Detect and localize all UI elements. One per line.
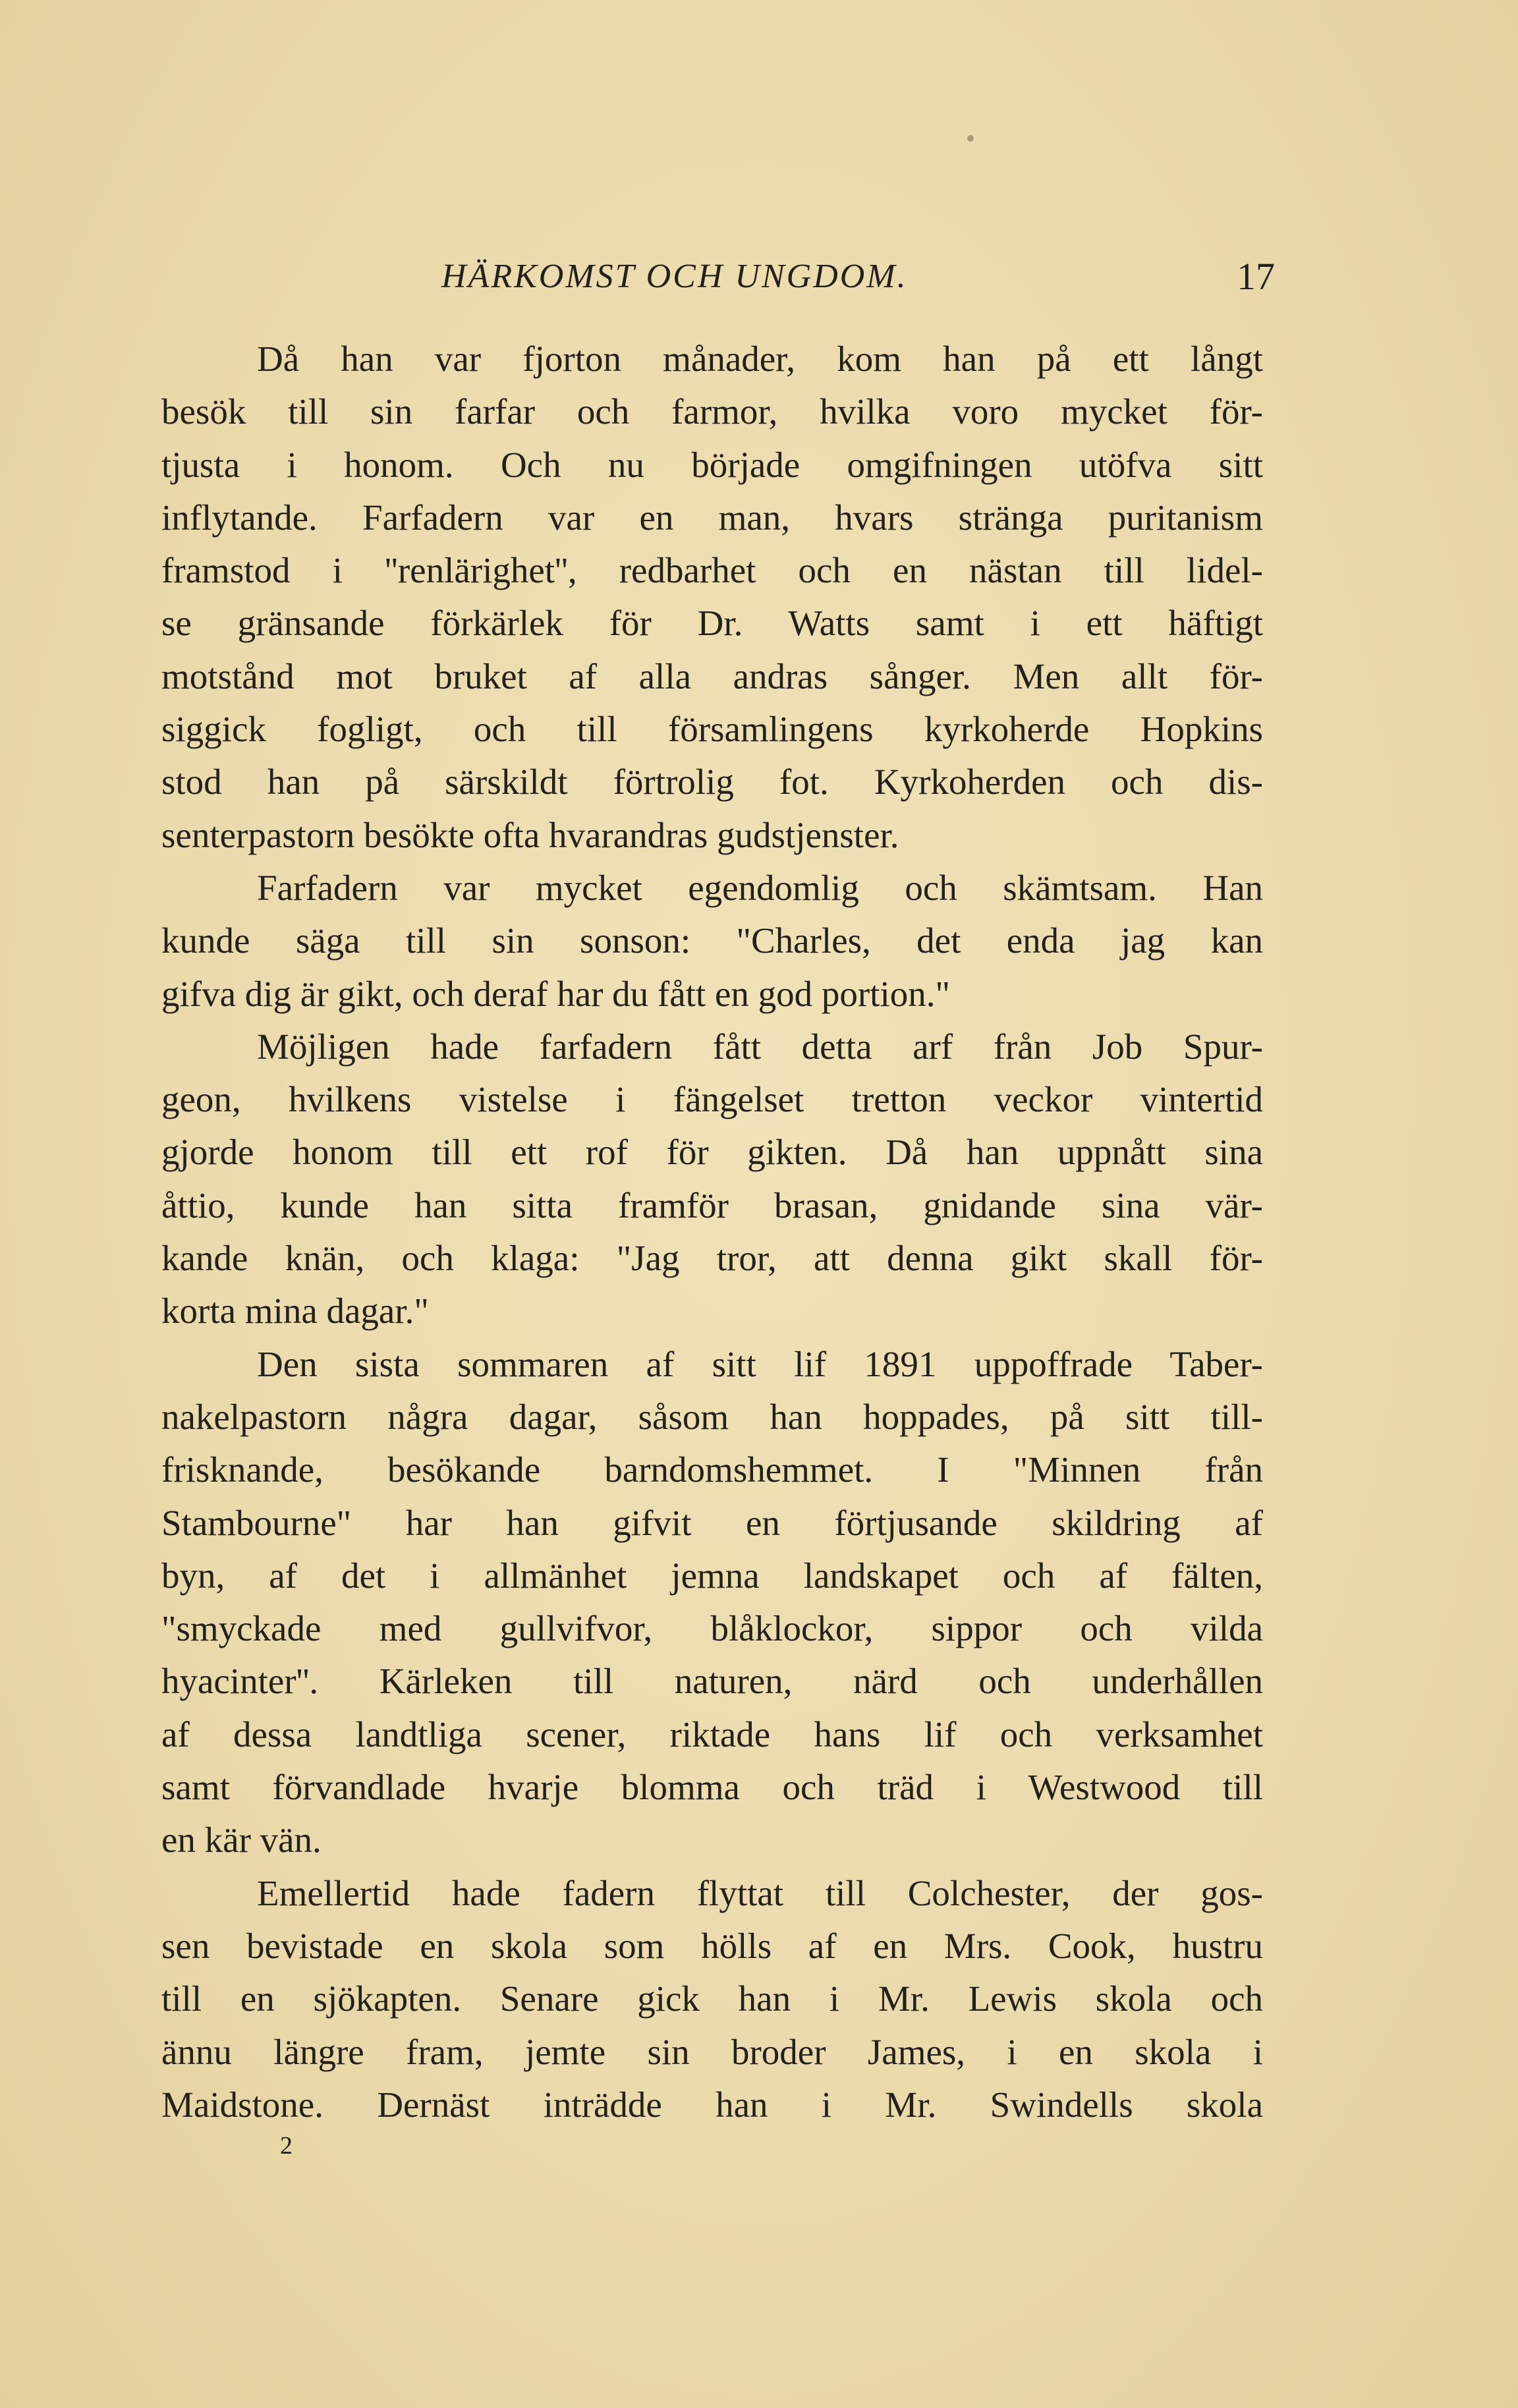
signature-mark: 2	[280, 2132, 293, 2160]
text-line: inflytande. Farfadern var en man, hvars stränga puritanism	[161, 497, 1263, 538]
text-line: kunde säga till sin sonson: "Charles, det enda jag kan	[161, 920, 1263, 961]
text-line: Då han var fjorton månader, kom han på ett långt	[257, 339, 1263, 379]
text-line: Möjligen hade farfadern fått detta arf från Job Spur-	[257, 1026, 1263, 1067]
text-line: framstod i ''renlärighet'', redbarhet och en nästan till lidel-	[161, 550, 1263, 591]
text-line: besök till sin farfar och farmor, hvilka voro mycket för-	[161, 391, 1263, 432]
text-line: hyacinter''. Kärleken till naturen, närd och underhållen	[161, 1661, 1263, 1702]
text-line: ännu längre fram, jemte sin broder James, i en skola i	[161, 2031, 1263, 2072]
text-line: af dessa landtliga scener, riktade hans lif och verksamhet	[161, 1714, 1263, 1754]
text-line: Maidstone. Dernäst inträdde han i Mr. Swindells skola	[161, 2084, 1263, 2125]
text-line: gifva dig är gikt, och deraf har du fått en god portion."	[161, 973, 950, 1014]
text-line: till en sjökapten. Senare gick han i Mr. Lewis skola och	[161, 1978, 1263, 2019]
running-head: HÄRKOMST OCH UNGDOM.	[441, 258, 908, 295]
text-line: byn, af det i allmänhet jemna landskapet och af fälten,	[161, 1555, 1263, 1596]
text-line: åttio, kunde han sitta framför brasan, gnidande sina vär-	[161, 1185, 1263, 1225]
text-line: senterpastorn besökte ofta hvarandras gudstjenster.	[161, 814, 899, 855]
page-speck	[967, 135, 974, 142]
text-line: gjorde honom till ett rof för gikten. Då han uppnått sina	[161, 1132, 1263, 1173]
text-line: Farfadern var mycket egendomlig och skämtsam. Han	[257, 867, 1263, 908]
text-line: motstånd mot bruket af alla andras sånger. Men allt för-	[161, 656, 1263, 696]
text-line: se gränsande förkärlek för Dr. Watts samt i ett häftigt	[161, 603, 1263, 644]
body-text	[161, 333, 1263, 2131]
text-line: siggick fogligt, och till församlingens kyrkoherde Hopkins	[161, 709, 1263, 750]
text-line: "smyckade med gullvifvor, blåklockor, sippor och vilda	[161, 1608, 1263, 1649]
text-line: nakelpastorn några dagar, såsom han hoppades, på sitt till-	[161, 1396, 1263, 1437]
text-line: samt förvandlade hvarje blomma och träd i Westwood till	[161, 1767, 1263, 1808]
text-line: kande knän, och klaga: "Jag tror, att denna gikt skall för-	[161, 1238, 1263, 1279]
text-line: tjusta i honom. Och nu började omgifningen utöfva sitt	[161, 444, 1263, 485]
text-line: en kär vän.	[161, 1820, 322, 1861]
text-line: Den sista sommaren af sitt lif 1891 uppoffrade Taber-	[257, 1343, 1263, 1384]
text-line: frisknande, besökande barndomshemmet. I "Minnen från	[161, 1449, 1263, 1490]
page-header	[161, 254, 1275, 300]
page-number: 17	[1237, 255, 1275, 298]
text-line: sen bevistade en skola som hölls af en Mrs. Cook, hustru	[161, 1925, 1263, 1966]
text-line: geon, hvilkens vistelse i fängelset tretton veckor vintertid	[161, 1079, 1263, 1120]
text-line: stod han på särskildt förtrolig fot. Kyrkoherden och dis-	[161, 762, 1263, 802]
text-line: Stambourne" har han gifvit en förtjusande skildring af	[161, 1502, 1263, 1543]
text-line: Emellertid hade fadern flyttat till Colchester, der gos-	[257, 1872, 1263, 1913]
text-line: korta mina dagar."	[161, 1291, 429, 1331]
